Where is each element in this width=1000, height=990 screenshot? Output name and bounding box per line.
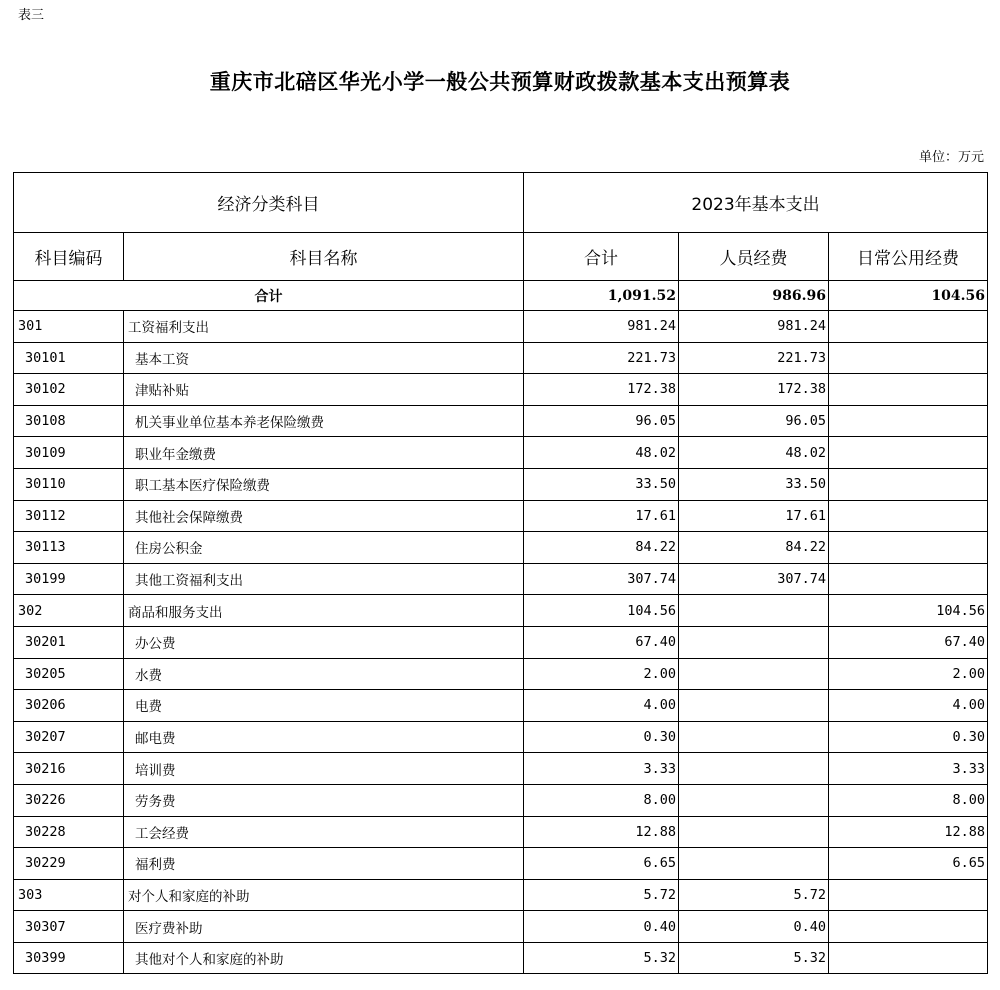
row-total: 12.88: [524, 816, 679, 848]
row-total: 221.73: [524, 342, 679, 374]
row-total: 6.65: [524, 848, 679, 880]
row-personnel: [679, 595, 829, 627]
row-total: 0.40: [524, 911, 679, 943]
table-row: [14, 374, 988, 406]
row-total: 67.40: [524, 626, 679, 658]
row-code: 30216: [14, 753, 124, 785]
row-total: 84.22: [524, 532, 679, 564]
row-personnel: [679, 690, 829, 722]
row-total: 2.00: [524, 658, 679, 690]
row-total: 4.00: [524, 690, 679, 722]
row-name: 福利费: [124, 848, 524, 880]
row-name: 对个人和家庭的补助: [124, 879, 524, 911]
row-public: 8.00: [829, 784, 988, 816]
row-name: 机关事业单位基本养老保险缴费: [124, 405, 524, 437]
row-public: 3.33: [829, 753, 988, 785]
column-header-name: 科目名称: [124, 233, 524, 281]
row-code: 30229: [14, 848, 124, 880]
total-label: 合计: [14, 281, 524, 311]
header-economic-classification: 经济分类科目: [14, 173, 524, 233]
column-header-personnel: 人员经费: [679, 233, 829, 281]
row-name: 劳务费: [124, 784, 524, 816]
row-public: [829, 342, 988, 374]
table-row: [14, 848, 988, 880]
table-row: [14, 626, 988, 658]
row-total: 104.56: [524, 595, 679, 627]
row-code: 30112: [14, 500, 124, 532]
row-code: 30101: [14, 342, 124, 374]
row-code: 301: [14, 311, 124, 343]
row-code: 30205: [14, 658, 124, 690]
total-amount: 1,091.52: [524, 281, 679, 311]
row-name: 其他对个人和家庭的补助: [124, 942, 524, 974]
row-public: [829, 942, 988, 974]
row-code: 30399: [14, 942, 124, 974]
row-public: [829, 500, 988, 532]
row-public: [829, 374, 988, 406]
row-code: 303: [14, 879, 124, 911]
row-personnel: [679, 753, 829, 785]
row-code: 30102: [14, 374, 124, 406]
table-row: [14, 753, 988, 785]
table-row: [14, 690, 988, 722]
row-personnel: [679, 721, 829, 753]
total-personnel: 986.96: [679, 281, 829, 311]
row-name: 邮电费: [124, 721, 524, 753]
total-public: 104.56: [829, 281, 988, 311]
row-name: 工会经费: [124, 816, 524, 848]
row-name: 工资福利支出: [124, 311, 524, 343]
row-total: 96.05: [524, 405, 679, 437]
row-personnel: [679, 626, 829, 658]
table-row: [14, 595, 988, 627]
row-public: 2.00: [829, 658, 988, 690]
row-personnel: [679, 816, 829, 848]
table-row: [14, 721, 988, 753]
table-row: [14, 911, 988, 943]
row-name: 津贴补贴: [124, 374, 524, 406]
row-code: 30199: [14, 563, 124, 595]
row-public: 0.30: [829, 721, 988, 753]
row-public: [829, 532, 988, 564]
row-code: 302: [14, 595, 124, 627]
row-personnel: 221.73: [679, 342, 829, 374]
row-name: 水费: [124, 658, 524, 690]
row-personnel: 33.50: [679, 468, 829, 500]
row-personnel: [679, 848, 829, 880]
row-name: 基本工资: [124, 342, 524, 374]
row-total: 48.02: [524, 437, 679, 469]
row-total: 5.32: [524, 942, 679, 974]
row-public: 12.88: [829, 816, 988, 848]
row-code: 30110: [14, 468, 124, 500]
table-row: [14, 311, 988, 343]
row-name: 住房公积金: [124, 532, 524, 564]
row-public: [829, 563, 988, 595]
row-personnel: 0.40: [679, 911, 829, 943]
row-public: 104.56: [829, 595, 988, 627]
row-personnel: [679, 658, 829, 690]
row-total: 5.72: [524, 879, 679, 911]
row-personnel: 5.32: [679, 942, 829, 974]
row-total: 172.38: [524, 374, 679, 406]
row-public: [829, 468, 988, 500]
row-personnel: 172.38: [679, 374, 829, 406]
row-public: [829, 911, 988, 943]
table-row: [14, 658, 988, 690]
row-personnel: 5.72: [679, 879, 829, 911]
column-header-code: 科目编码: [14, 233, 124, 281]
row-total: 33.50: [524, 468, 679, 500]
row-code: 30226: [14, 784, 124, 816]
table-label: 表三: [18, 8, 45, 23]
row-public: 67.40: [829, 626, 988, 658]
row-public: [829, 405, 988, 437]
table-row: [14, 942, 988, 974]
row-total: 17.61: [524, 500, 679, 532]
row-total: 3.33: [524, 753, 679, 785]
row-personnel: 17.61: [679, 500, 829, 532]
table-row: [14, 405, 988, 437]
row-personnel: 307.74: [679, 563, 829, 595]
row-public: [829, 311, 988, 343]
row-personnel: 48.02: [679, 437, 829, 469]
row-personnel: 84.22: [679, 532, 829, 564]
row-code: 30108: [14, 405, 124, 437]
row-name: 其他社会保障缴费: [124, 500, 524, 532]
table-row: [14, 342, 988, 374]
column-header-public: 日常公用经费: [829, 233, 988, 281]
document-title: 重庆市北碚区华光小学一般公共预算财政拨款基本支出预算表: [209, 69, 791, 94]
table-row: [14, 816, 988, 848]
table-row: [14, 879, 988, 911]
row-code: 30207: [14, 721, 124, 753]
table-row: [14, 532, 988, 564]
row-code: 30109: [14, 437, 124, 469]
table-row: [14, 784, 988, 816]
row-total: 307.74: [524, 563, 679, 595]
row-code: 30113: [14, 532, 124, 564]
row-name: 职工基本医疗保险缴费: [124, 468, 524, 500]
row-code: 30307: [14, 911, 124, 943]
total-row: [14, 281, 988, 311]
row-code: 30206: [14, 690, 124, 722]
row-personnel: [679, 784, 829, 816]
row-public: 4.00: [829, 690, 988, 722]
row-name: 电费: [124, 690, 524, 722]
row-total: 981.24: [524, 311, 679, 343]
row-name: 医疗费补助: [124, 911, 524, 943]
row-personnel: 96.05: [679, 405, 829, 437]
row-public: 6.65: [829, 848, 988, 880]
row-total: 0.30: [524, 721, 679, 753]
row-name: 办公费: [124, 626, 524, 658]
row-name: 商品和服务支出: [124, 595, 524, 627]
table-row: [14, 468, 988, 500]
table-row: [14, 437, 988, 469]
row-code: 30201: [14, 626, 124, 658]
row-total: 8.00: [524, 784, 679, 816]
table-row: [14, 563, 988, 595]
header-2023-basic-expenditure: 2023年基本支出: [524, 173, 988, 233]
row-name: 职业年金缴费: [124, 437, 524, 469]
unit-label: 单位：万元: [918, 150, 984, 165]
row-code: 30228: [14, 816, 124, 848]
row-public: [829, 879, 988, 911]
budget-table: [13, 172, 988, 974]
row-personnel: 981.24: [679, 311, 829, 343]
table-row: [14, 500, 988, 532]
row-public: [829, 437, 988, 469]
row-name: 其他工资福利支出: [124, 563, 524, 595]
column-header-total: 合计: [524, 233, 679, 281]
row-name: 培训费: [124, 753, 524, 785]
